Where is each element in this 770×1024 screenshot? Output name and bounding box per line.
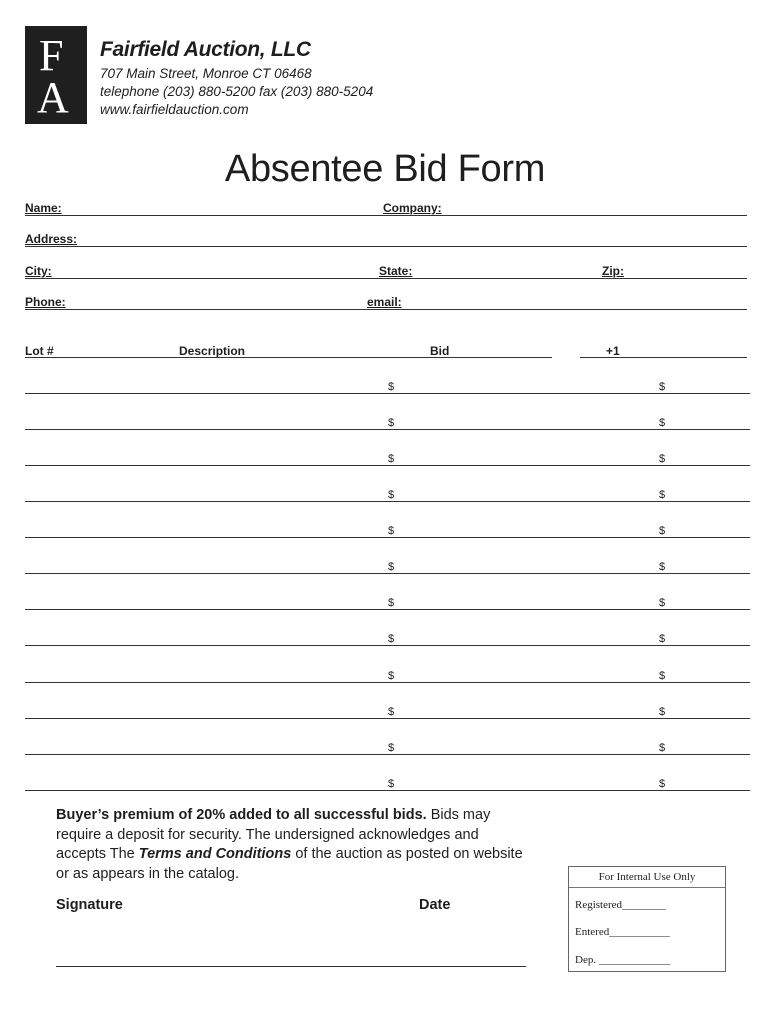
bid-header: Bid bbox=[430, 344, 450, 358]
bid-row bbox=[25, 718, 750, 719]
name-company-row bbox=[25, 197, 747, 216]
company-logo bbox=[25, 26, 87, 124]
terms-text-1: Bids may require a deposit for security. The undersigned acknowledges and accepts The bbox=[56, 807, 491, 862]
bid-currency: $ bbox=[388, 633, 395, 645]
registered-field: Registered________ bbox=[575, 899, 667, 911]
logo-letter-f: F bbox=[39, 31, 64, 80]
bid-currency: $ bbox=[388, 670, 395, 682]
phone-email-row bbox=[25, 291, 747, 310]
description-header: Description bbox=[179, 344, 246, 358]
bid-header-line-right bbox=[580, 357, 747, 358]
internal-use-divider bbox=[569, 887, 725, 888]
plus-one-currency: $ bbox=[659, 489, 666, 501]
page-title: Absentee Bid Form bbox=[224, 148, 546, 190]
plus-one-currency: $ bbox=[659, 633, 666, 645]
city-state-zip-row bbox=[25, 260, 747, 279]
bid-row bbox=[25, 573, 750, 574]
bid-currency: $ bbox=[388, 525, 395, 537]
bid-row bbox=[25, 501, 750, 502]
company-website: www.fairfieldauction.com bbox=[100, 102, 249, 117]
premium-notice: Buyer’s premium of 20% added to all successful bids. bbox=[56, 807, 427, 823]
plus-one-currency: $ bbox=[659, 381, 666, 393]
plus-one-currency: $ bbox=[659, 561, 666, 573]
entered-field: Entered___________ bbox=[575, 926, 670, 938]
bid-row bbox=[25, 754, 750, 755]
plus-one-currency: $ bbox=[659, 778, 666, 790]
bid-header-line-left bbox=[25, 357, 552, 358]
logo-letter-a: A bbox=[37, 73, 69, 122]
address-row bbox=[25, 228, 747, 247]
date-label: Date bbox=[419, 897, 451, 913]
lot-header: Lot # bbox=[25, 344, 54, 358]
plus-one-currency: $ bbox=[659, 597, 666, 609]
bid-row bbox=[25, 393, 750, 394]
bid-currency: $ bbox=[388, 597, 395, 609]
bid-row bbox=[25, 682, 750, 683]
company-label: Company: bbox=[383, 201, 442, 215]
email-label: email: bbox=[367, 295, 402, 309]
state-label: State: bbox=[379, 264, 413, 278]
plus-one-currency: $ bbox=[659, 742, 666, 754]
plus-one-currency: $ bbox=[659, 706, 666, 718]
internal-use-title: For Internal Use Only bbox=[598, 871, 696, 883]
bid-row bbox=[25, 645, 750, 646]
zip-label: Zip: bbox=[602, 264, 624, 278]
phone-label: Phone: bbox=[25, 295, 66, 309]
dep-field: Dep. _____________ bbox=[575, 954, 671, 966]
company-address: 707 Main Street, Monroe CT 06468 bbox=[100, 66, 312, 81]
bid-row bbox=[25, 537, 750, 538]
address-label: Address: bbox=[25, 232, 78, 246]
plus-one-currency: $ bbox=[659, 417, 666, 429]
plus-one-currency: $ bbox=[659, 453, 666, 465]
bid-row bbox=[25, 609, 750, 610]
internal-use-box bbox=[568, 866, 726, 972]
plus-one-currency: $ bbox=[659, 670, 666, 682]
company-phones: telephone (203) 880-5200 fax (203) 880-5204 bbox=[100, 84, 374, 99]
signature-line bbox=[56, 966, 526, 967]
bid-row bbox=[25, 429, 750, 430]
bid-currency: $ bbox=[388, 561, 395, 573]
city-label: City: bbox=[25, 264, 52, 278]
signature-label: Signature bbox=[56, 897, 123, 913]
bid-currency: $ bbox=[388, 706, 395, 718]
company-name: Fairfield Auction, LLC bbox=[100, 38, 311, 61]
bid-row bbox=[25, 465, 750, 466]
bid-currency: $ bbox=[388, 489, 395, 501]
terms-paragraph bbox=[56, 806, 526, 884]
bid-currency: $ bbox=[388, 742, 395, 754]
terms-link-text: Terms and Conditions bbox=[138, 846, 292, 862]
plus-one-header: +1 bbox=[606, 344, 620, 358]
bid-currency: $ bbox=[388, 778, 395, 790]
bid-currency: $ bbox=[388, 381, 395, 393]
bid-row bbox=[25, 790, 750, 791]
name-label: Name: bbox=[25, 201, 62, 215]
plus-one-currency: $ bbox=[659, 525, 666, 537]
bid-currency: $ bbox=[388, 417, 395, 429]
terms-text-2: of the auction as posted on website or as appears in the catalog. bbox=[56, 846, 523, 882]
bid-currency: $ bbox=[388, 453, 395, 465]
